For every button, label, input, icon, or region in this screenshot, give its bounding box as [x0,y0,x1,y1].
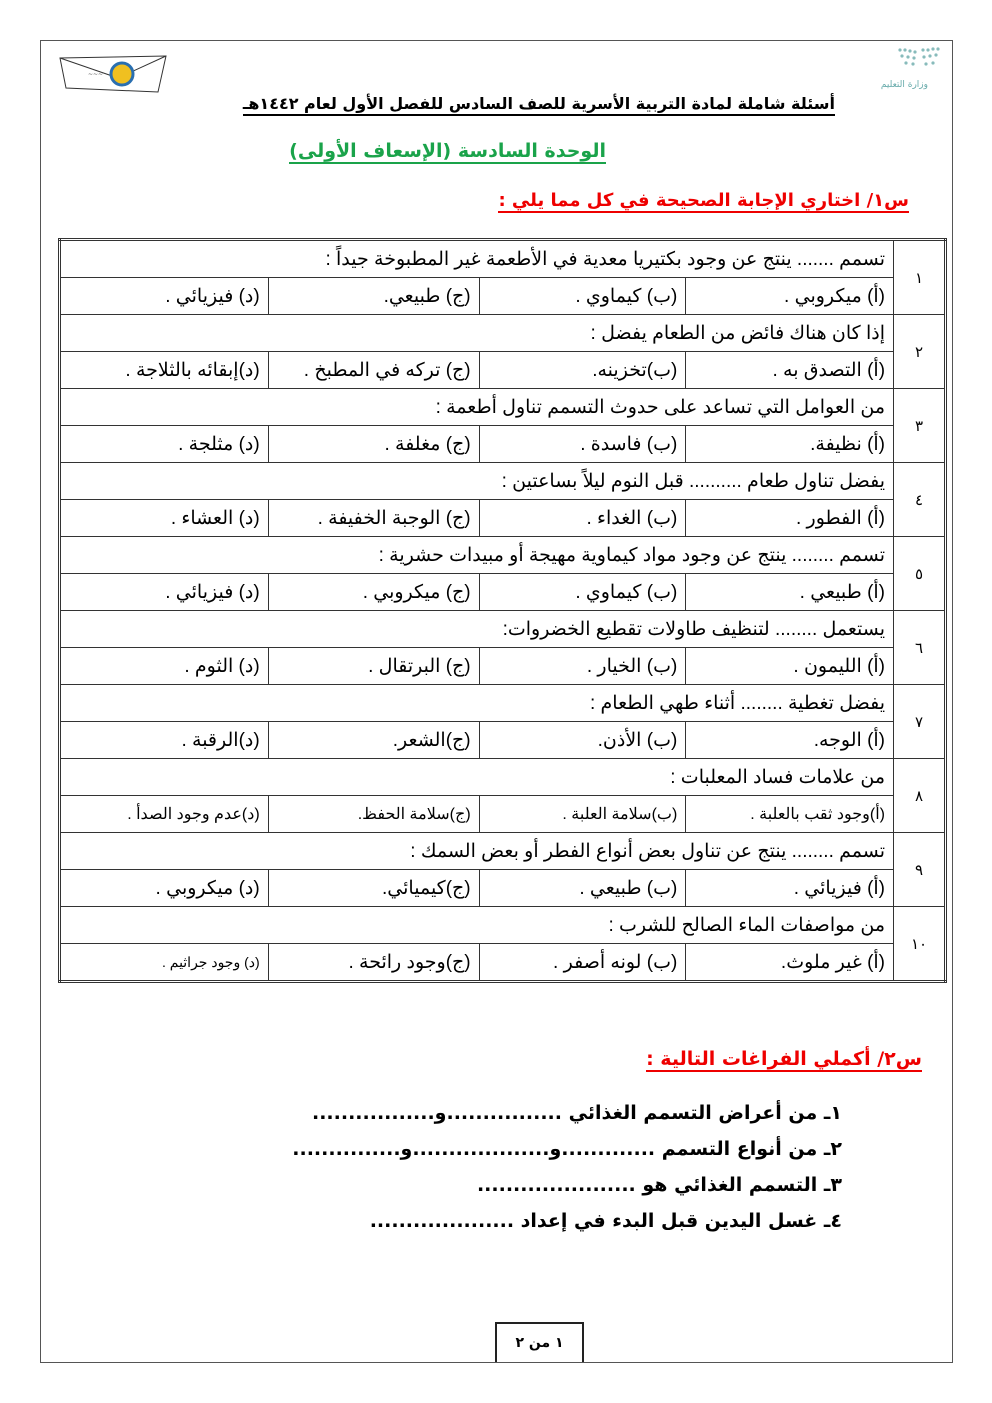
option-c[interactable]: (ج)كيميائي. [268,870,479,907]
question-text: إذا كان هناك فائض من الطعام يفضل : [60,315,894,352]
option-a[interactable]: (أ) ميكروبي . [686,278,894,315]
option-a[interactable]: (أ) الفطور . [686,500,894,537]
page-title: أسئلة شاملة لمادة التربية الأسرية للصف السادس للفصل الأول لعام ١٤٤٢هـ [243,94,835,116]
option-d[interactable]: (د) مثلجة . [60,426,269,463]
option-b[interactable]: (ب) طبيعي . [479,870,686,907]
option-b[interactable]: (ب)تخزينه. [479,352,686,389]
question-text: من علامات فساد المعلبات : [60,759,894,796]
options-row [60,722,946,759]
option-a[interactable]: (أ)وجود ثقب بالعلبة . [686,796,894,833]
option-b[interactable]: (ب) الأذن. [479,722,686,759]
question-text: من العوامل التي تساعد على حدوث التسمم تناول أطعمة : [60,389,894,426]
options-row [60,648,946,685]
question-row [60,611,946,648]
question-number: ٥ [894,537,946,611]
question-row [60,463,946,500]
question-text: من مواصفات الماء الصالح للشرب : [60,907,894,944]
option-d[interactable]: (د) فيزيائي . [60,278,269,315]
mcq-table [58,238,947,983]
question-number: ٢ [894,315,946,389]
option-d[interactable]: (د)الرقبة . [60,722,269,759]
option-c[interactable]: (ج) الوجبة الخفيفة . [268,500,479,537]
option-d[interactable]: (د) الثوم . [60,648,269,685]
option-a[interactable]: (أ) فيزيائي . [686,870,894,907]
school-logo-icon [58,54,168,96]
question-row [60,240,946,278]
option-a[interactable]: (أ) الليمون . [686,648,894,685]
options-row [60,278,946,315]
question-row [60,315,946,352]
question-row [60,685,946,722]
fill-item-3: ٣ـ التسمم الغذائي هو ...................... [476,1174,842,1196]
option-c[interactable]: (ج)الشعر. [268,722,479,759]
option-d[interactable]: (د) ميكروبي . [60,870,269,907]
question-number: ١٠ [894,907,946,982]
option-b[interactable]: (ب) لونه أصفر . [479,944,686,982]
svg-text:~~~: ~~~ [88,71,104,78]
question-number: ٤ [894,463,946,537]
option-c[interactable]: (ج)سلامة الحفظ. [268,796,479,833]
question-row [60,537,946,574]
option-c[interactable]: (ج) تركه في المطبخ . [268,352,479,389]
question-number: ١ [894,240,946,315]
option-d[interactable]: (د) فيزيائي . [60,574,269,611]
option-a[interactable]: (أ) التصدق به . [686,352,894,389]
question-row [60,389,946,426]
question-number: ٦ [894,611,946,685]
option-b[interactable]: (ب) الخيار . [479,648,686,685]
page-number: ١ من ٢ [495,1322,584,1362]
fill-item-1: ١ـ من أعراض التسمم الغذائي ................و................. [311,1102,842,1124]
options-row [60,352,946,389]
question-number: ٨ [894,759,946,833]
option-c[interactable]: (ج) طبيعي. [268,278,479,315]
option-d[interactable]: (د)إبقائه بالثلاجة . [60,352,269,389]
option-d[interactable]: (د)عدم وجود الصدأ . [60,796,269,833]
question-number: ٩ [894,833,946,907]
option-b[interactable]: (ب) كيماوي . [479,278,686,315]
section1-heading: س١/ اختاري الإجابة الصحيحة في كل مما يلي : [498,190,909,211]
question-text: يستعمل ........ لتنظيف طاولات تقطيع الخضروات: [60,611,894,648]
option-c[interactable]: (ج) البرتقال . [268,648,479,685]
question-text: تسمم ........ ينتج عن تناول بعض أنواع الفطر أو بعض السمك : [60,833,894,870]
question-text: تسمم ........ ينتج عن وجود مواد كيماوية مهيجة أو مبيدات حشرية : [60,537,894,574]
option-d[interactable]: (د) العشاء . [60,500,269,537]
options-row [60,870,946,907]
option-a[interactable]: (أ) الوجه. [686,722,894,759]
question-number: ٣ [894,389,946,463]
option-a[interactable]: (أ) غير ملوث. [686,944,894,982]
question-row [60,759,946,796]
option-c[interactable]: (ج)وجود رائحة . [268,944,479,982]
fill-item-4: ٤ـ غسل اليدين قبل البدء في إعداد .................... [369,1210,842,1232]
option-c[interactable]: (ج) ميكروبي . [268,574,479,611]
option-b[interactable]: (ب) فاسدة . [479,426,686,463]
option-b[interactable]: (ب) كيماوي . [479,574,686,611]
ministry-logo-text: وزارة التعليم [880,80,928,90]
section2-heading: س٢/ أكملي الفراغات التالية : [646,1048,922,1070]
fill-item-2: ٢ـ من أنواع التسمم .............و...................و............... [292,1138,842,1160]
ministry-logo-icon [866,44,946,78]
options-row [60,500,946,537]
ministry-logo [866,44,946,104]
options-row [60,796,946,833]
option-b[interactable]: (ب)سلامة العلبة . [479,796,686,833]
option-c[interactable]: (ج) مغلفة . [268,426,479,463]
question-text: يفضل تغطية ........ أثناء طهي الطعام : [60,685,894,722]
question-row [60,907,946,944]
unit-title: الوحدة السادسة (الإسعاف الأولى) [289,140,606,162]
question-row [60,833,946,870]
question-number: ٧ [894,685,946,759]
option-b[interactable]: (ب) الغداء . [479,500,686,537]
option-a[interactable]: (أ) طبيعي . [686,574,894,611]
options-row [60,944,946,982]
options-row [60,426,946,463]
question-text: يفضل تناول طعام .......... قبل النوم ليلاً بساعتين : [60,463,894,500]
option-a[interactable]: (أ) نظيفة. [686,426,894,463]
question-text: تسمم ....... ينتج عن وجود بكتيريا معدية في الأطعمة غير المطبوخة جيداً : [60,240,894,278]
options-row [60,574,946,611]
option-d[interactable]: (د) وجود جراثيم . [60,944,269,982]
